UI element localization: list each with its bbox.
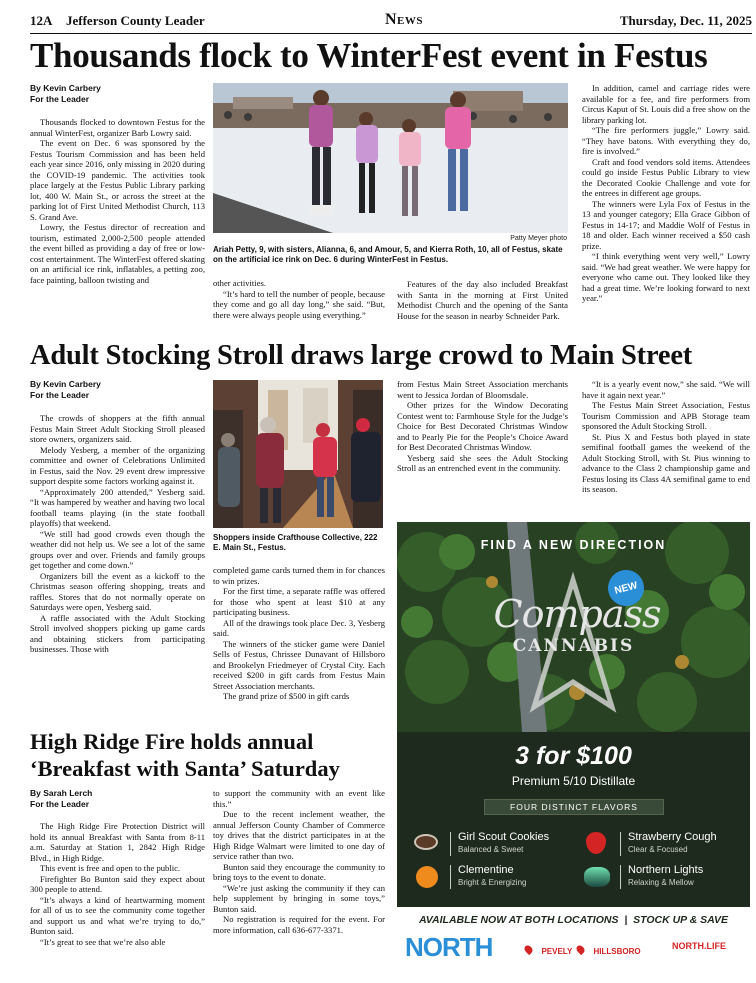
flavor-desc: Relaxing & Mellow: [628, 878, 694, 887]
headline-line-2: ‘Breakfast with Santa’ Saturday: [30, 756, 340, 781]
paragraph: The grand prize of $500 in gift cards: [223, 691, 350, 701]
story3-column-2: [213, 788, 385, 935]
paragraph: “The fire performers juggle,” Lowry said. “They have batons. With everything they do, fire is involved.”: [582, 125, 750, 156]
compass-cannabis-ad[interactable]: [397, 522, 750, 979]
paper-name: Jefferson County Leader: [66, 13, 205, 28]
paragraph: “I think everything went very well,” Lowry said. “We had great weather. We were happy for everyone who came out. They looked like they had a great time. We’re looking forward to next year.”: [582, 251, 750, 303]
flavor-name: Girl Scout Cookies: [458, 831, 550, 843]
paragraph: from Festus Main Street Association merchants went to Jessica Jordan of Bloomsdale.: [397, 379, 568, 400]
ad-tagline: FIND A NEW DIRECTION: [480, 538, 667, 552]
flavor-desc: Balanced & Sweet: [458, 845, 524, 854]
headline-stocking-stroll[interactable]: Adult Stocking Stroll draws large crowd to Main Street: [30, 340, 693, 371]
flavor-item: [412, 863, 577, 891]
offer-subtitle: Premium 5/10 Distillate: [511, 774, 636, 788]
offer-headline: 3 for $100: [515, 742, 632, 770]
flavor-item: [582, 830, 747, 858]
ad-hero: [397, 522, 750, 732]
divider: [620, 832, 621, 856]
location-pevely[interactable]: [525, 941, 572, 959]
story1-column-4: [582, 83, 750, 304]
paragraph: completed game cards turned them in for chances to win prizes.: [213, 565, 385, 586]
flavor-desc: Clear & Focused: [628, 845, 688, 854]
paragraph: other activities.: [213, 278, 266, 288]
story2-column-3: [397, 379, 568, 474]
paragraph: The winners were Lyla Fox of Festus in the 13 and younger category; Ella Grace Gibbon of Festus in 14-17; and Maddie Wolf of Festus in 18 and older. Each winner received a $50 cash prize.: [582, 198, 750, 251]
story2-column-1: [30, 413, 205, 655]
paragraph: “It’s hard to tell the number of people, because they come and go all day long,” she said. “But, there were always people using everything.”: [213, 288, 385, 320]
flavor-name: Clementine: [458, 864, 514, 876]
availability-banner: AVAILABLE NOW AT BOTH LOCATIONS | STOCK UP & SAVE: [419, 914, 728, 926]
shoppers-illustration: [213, 380, 383, 528]
paragraph: “It’s always a kind of heartwarming moment for all of us to see the community come together and support us and what we’re trying to do,” Bunton said.: [30, 894, 205, 936]
map-pin-icon: [523, 944, 534, 955]
flavor-item: [412, 830, 577, 858]
paragraph: The event on Dec. 6 was sponsored by the Festus Tourism Commission and has been held each year since 2016, only missing in 2020 during the COVID-19 pandemic. The activities took place largely at the Festus Public Library parking lot, 400 W. Main St., or across the street at the parking lot of First United Methodist Church, 113 S. Grand Ave.: [30, 138, 205, 222]
byline-org: For the Leader: [30, 799, 90, 809]
paragraph: Thousands flocked to downtown Festus for the annual WinterFest, organizer Barb Lowry said.: [30, 117, 205, 138]
paragraph: Lowry, the Festus director of recreation and tourism, estimated 2,000-2,500 people attended the event billed as providing a day of free or low-cost entertainment. The WinterFest offered skating on an artificial ice rink, inflatables, a petting zoo, face painting, balloon twisting and: [30, 222, 205, 285]
story1-byline: [30, 83, 205, 105]
new-badge-label: NEW: [613, 579, 639, 597]
paragraph: “Approximately 200 attended,” Yesberg said. “It was hampered by weather and having two local football teams playing (in the state football playoffs) that weekend.: [30, 486, 205, 528]
paragraph: “It’s great to see that we’re also able: [40, 936, 166, 947]
skaters-illustration: [213, 83, 568, 233]
location-label: PEVELY: [541, 947, 573, 956]
story2-column-4: [582, 379, 750, 495]
paragraph: Other prizes for the Window Decorating Contest went to: Farmhouse Style for the Judge’s Choice for Best Decorated Christmas Window and to Pearly Pie for the People’s Choice Award for Best Decorated Christmas Window.: [397, 400, 568, 452]
headline-line-1: High Ridge Fire holds annual: [30, 729, 314, 754]
flavors-header-box: [484, 799, 664, 815]
paragraph: The High Ridge Fire Protection District will hold its annual Breakfast with Santa from 8-11 a.m. Saturday at Station 1, 2842 High Ridge Blvd., in High Ridge.: [30, 821, 205, 863]
orange-icon: [416, 866, 438, 888]
story1-column-3: [397, 279, 568, 321]
photo-caption: Shoppers inside Crafthouse Collective, 222 E. Main St., Festus.: [213, 533, 378, 552]
headline-high-ridge[interactable]: [30, 728, 390, 782]
paragraph: “We still had good crowds even though the weather did not help us. We see a lot of the same groups over and over. Friends and family groups get together and come down.”: [30, 528, 205, 570]
story2-column-2: [213, 565, 385, 702]
section-name: News: [385, 11, 424, 28]
paragraph: Yesberg said she sees the Adult Stocking Stroll as an entrenched event in the community.: [397, 452, 568, 473]
brand-word: CANNABIS: [512, 636, 635, 656]
story1-column-1: [30, 117, 205, 285]
paragraph: The winners of the sticker game were Daniel Sells of Festus, Chrissee Dunavant of Hillsboro and Brookelyn Friedmeyer of Crystal City. Each received $200 in gift cards from Festus Main Street Association merchants.: [213, 638, 385, 691]
byline-org: For the Leader: [30, 94, 90, 104]
issue-date: Thursday, Dec. 11, 2025: [619, 13, 752, 28]
headline-winterfest[interactable]: Thousands flock to WinterFest event in Festus: [30, 36, 708, 75]
crafthouse-photo: [213, 380, 383, 528]
story1-column-2: [213, 278, 385, 320]
paragraph: to support the community with an event like this.”: [213, 788, 385, 809]
photo-caption: Ariah Petty, 9, with sisters, Alianna, 6, and Amour, 5, and Kierra Roth, 10, all of Festus, skate on the artificial ice rink on Dec. 6 during WinterFest in Festus.: [213, 245, 563, 264]
paragraph: “It is a yearly event now,” she said. “We will have it again next year.”: [582, 379, 750, 400]
masthead: [30, 10, 752, 34]
flavor-item: [582, 863, 747, 891]
paragraph: A raffle associated with the Adult Stocking Stroll involved shoppers picking up game cards and obtaining stickers from participating businesses. Those with: [30, 612, 205, 654]
paragraph: No registration is required for the event. For more information, call 636-677-3371.: [213, 914, 385, 935]
paragraph: Craft and food vendors sold items. Attendees could go inside Festus Public Library to view the Decorated Cookie Challenge and vote for the entrees in different age groups.: [582, 156, 750, 198]
flavor-desc: Bright & Energizing: [458, 878, 527, 887]
page-number: 12A: [30, 13, 53, 28]
paragraph: Organizers bill the event as a kickoff to the Christmas season offering shopping, treats and raffles. Stores that do not normally operate on Saturdays were open, Yesberg said.: [30, 570, 205, 612]
paragraph: Features of the day also included Breakfast with Santa in the morning at First United Methodist Church and the opening of the Santa House for the season in nearby Schneider Park.: [397, 279, 568, 321]
flavors-header: FOUR DISTINCT FLAVORS: [510, 802, 638, 812]
paragraph: In addition, camel and carriage rides were available for a fee, and fire performers from Circus Kaput of St. Louis did a free show on the library parking lot.: [582, 83, 750, 125]
byline-name: By Kevin Carbery: [30, 83, 101, 93]
story3-byline: [30, 788, 205, 810]
paragraph: The Festus Main Street Association, Festus Tourism Commission and APB Storage team sponsored the Adult Stocking Stroll.: [582, 400, 750, 431]
paragraph: For the first time, a separate raffle was offered for those who spent at least $10 at any participating business.: [213, 586, 385, 617]
paragraph: Melody Yesberg, a member of the organizing committee and owner of Celebrations Unlimited in Festus, said the Nov. 29 event drew impressive support despite some factors working against it.: [30, 444, 205, 486]
brand-script: Compass: [493, 592, 661, 636]
flavor-name: Strawberry Cough: [628, 831, 717, 843]
paragraph: Bunton said they encourage the community to bring toys to the event to donate.: [213, 861, 385, 882]
paragraph: All of the drawings took place Dec. 3, Yesberg said.: [213, 617, 385, 638]
winterfest-photo: [213, 83, 568, 233]
cookie-icon: [414, 834, 438, 850]
story2-byline: [30, 379, 205, 401]
paragraph: Due to the recent inclement weather, the annual Jefferson County Chamber of Commerce toy drives that the district participates in at the High Ridge Walmart were limited to one day of service rather than two.: [213, 809, 385, 861]
divider: [620, 865, 621, 889]
paragraph: This event is free and open to the public.: [40, 863, 181, 873]
ad-offer-panel: [397, 732, 750, 907]
divider: [450, 832, 451, 856]
location-hillsboro[interactable]: [577, 941, 641, 959]
map-pin-icon: [575, 944, 586, 955]
byline-name: By Sarah Lerch: [30, 788, 93, 798]
flavor-name: Northern Lights: [628, 864, 704, 876]
location-label: HILLSBORO: [593, 947, 641, 956]
story3-column-1: [30, 821, 205, 947]
paragraph: Firefighter Bo Bunton said they expect about 300 people to attend.: [30, 873, 205, 894]
photo-credit: Patty Meyer photo: [510, 235, 567, 242]
website-link[interactable]: NORTH.LIFE: [672, 941, 726, 951]
paragraph: “We’re just asking the community if they can help supplement by bringing in some toys,” Bunton said.: [213, 882, 385, 914]
byline-name: By Kevin Carbery: [30, 379, 101, 389]
paragraph: St. Pius X and Festus both played in state semifinal football games the weekend of the Adult Stocking Stroll, with St. Pius winning to advance to the Class 2 championship game and Festus losing its Class 4A semifinal game to end its season.: [582, 431, 750, 494]
byline-org: For the Leader: [30, 390, 90, 400]
aurora-icon: [584, 867, 610, 887]
strawberry-icon: [586, 832, 606, 854]
divider: [450, 865, 451, 889]
north-logo[interactable]: NORTH: [405, 932, 493, 962]
paragraph: The crowds of shoppers at the fifth annual Festus Main Street Adult Stocking Stroll pleased store owners, organizers said.: [30, 413, 205, 444]
